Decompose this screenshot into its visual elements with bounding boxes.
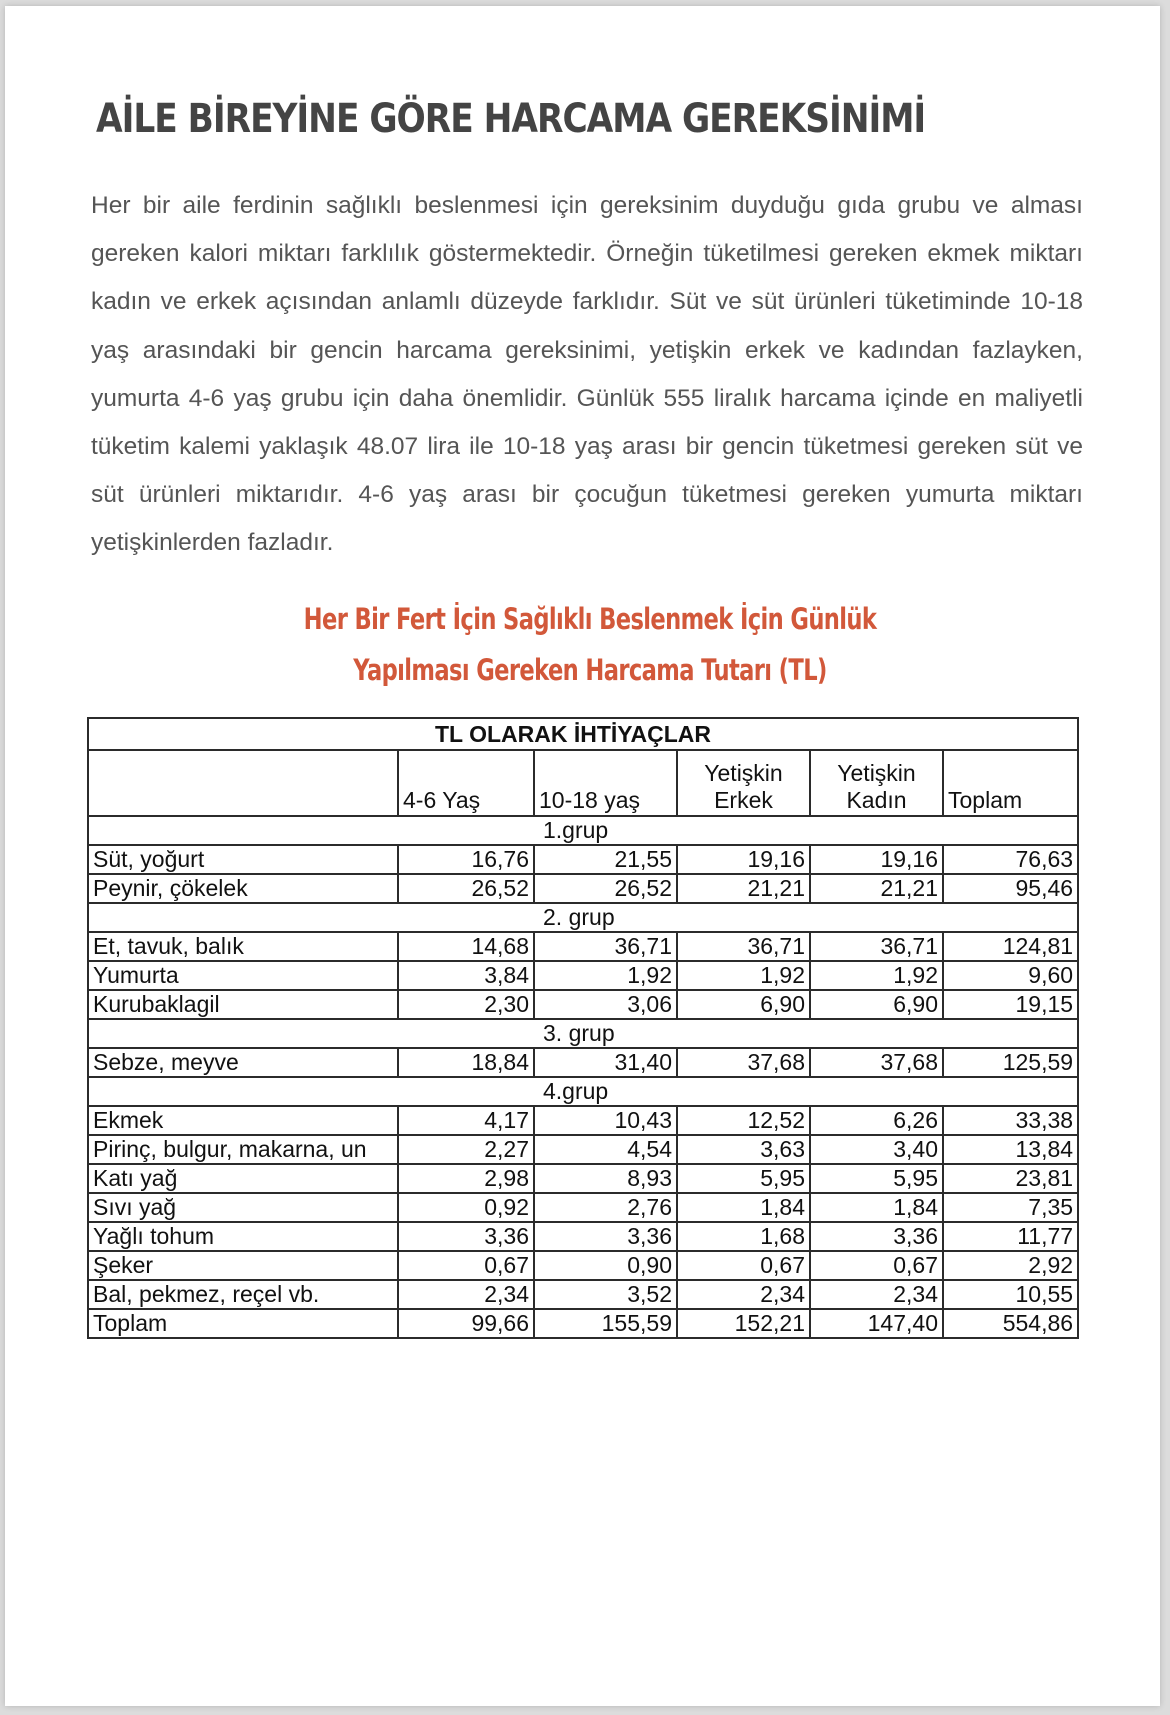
cell: 26,52: [398, 874, 534, 903]
row-label: Pirinç, bulgur, makarna, un: [88, 1135, 398, 1164]
group-row: [88, 816, 1078, 845]
table-title-line-1: Her Bir Fert İçin Sağlıklı Beslenmek İçin Günlük: [303, 602, 877, 636]
header-toplam: Toplam: [943, 750, 1078, 816]
cell: 2,92: [943, 1251, 1078, 1280]
header-yetiskin-erkek: [677, 750, 810, 816]
cell: 4,17: [398, 1106, 534, 1135]
cell: 3,36: [534, 1222, 677, 1251]
table-caption: TL OLARAK İHTİYAÇLAR: [88, 718, 1078, 750]
group-label: 2. grup: [88, 903, 1078, 932]
cell: 19,15: [943, 990, 1078, 1019]
cell: 21,21: [810, 874, 943, 903]
row-label: Yumurta: [88, 961, 398, 990]
cell: 36,71: [810, 932, 943, 961]
expense-table: [87, 717, 1079, 1339]
cell: 76,63: [943, 845, 1078, 874]
cell: 36,71: [534, 932, 677, 961]
header-text: Yetişkin: [704, 760, 783, 786]
cell: 0,67: [398, 1251, 534, 1280]
row-label: Peynir, çökelek: [88, 874, 398, 903]
cell: 6,26: [810, 1106, 943, 1135]
cell: 0,67: [677, 1251, 810, 1280]
table-caption-row: [88, 718, 1078, 750]
cell: 2,27: [398, 1135, 534, 1164]
cell: 37,68: [677, 1048, 810, 1077]
cell: 19,16: [810, 845, 943, 874]
cell: 21,21: [677, 874, 810, 903]
cell: 36,71: [677, 932, 810, 961]
header-text: Kadın: [846, 787, 907, 813]
cell: 9,60: [943, 961, 1078, 990]
cell: 6,90: [677, 990, 810, 1019]
cell: 147,40: [810, 1309, 943, 1338]
table-title-line-2: Yapılması Gereken Harcama Tutarı (TL): [353, 653, 827, 687]
row-label: Şeker: [88, 1251, 398, 1280]
table-row: [88, 1280, 1078, 1309]
header-4-6-yas: 4-6 Yaş: [398, 750, 534, 816]
group-label: 4.grup: [88, 1077, 1078, 1106]
cell: 26,52: [534, 874, 677, 903]
row-label: Bal, pekmez, reçel vb.: [88, 1280, 398, 1309]
cell: 99,66: [398, 1309, 534, 1338]
cell: 8,93: [534, 1164, 677, 1193]
cell: 3,06: [534, 990, 677, 1019]
row-label: Süt, yoğurt: [88, 845, 398, 874]
header-10-18-yas: 10-18 yaş: [534, 750, 677, 816]
table-row: [88, 1222, 1078, 1251]
cell: 3,63: [677, 1135, 810, 1164]
cell: 3,36: [398, 1222, 534, 1251]
cell: 19,16: [677, 845, 810, 874]
group-row: [88, 903, 1078, 932]
cell: 16,76: [398, 845, 534, 874]
row-label: Katı yağ: [88, 1164, 398, 1193]
cell: 5,95: [810, 1164, 943, 1193]
cell: 31,40: [534, 1048, 677, 1077]
cell: 2,30: [398, 990, 534, 1019]
cell: 1,84: [677, 1193, 810, 1222]
header-item: [88, 750, 398, 816]
cell: 23,81: [943, 1164, 1078, 1193]
cell: 1,92: [677, 961, 810, 990]
row-label: Et, tavuk, balık: [88, 932, 398, 961]
header-text: Yetişkin: [837, 760, 916, 786]
cell: 10,55: [943, 1280, 1078, 1309]
cell: 125,59: [943, 1048, 1078, 1077]
row-label: Kurubaklagil: [88, 990, 398, 1019]
table-row: [88, 1106, 1078, 1135]
cell: 37,68: [810, 1048, 943, 1077]
row-label: Toplam: [88, 1309, 398, 1338]
table-row: [88, 990, 1078, 1019]
cell: 7,35: [943, 1193, 1078, 1222]
cell: 21,55: [534, 845, 677, 874]
row-label: Ekmek: [88, 1106, 398, 1135]
cell: 11,77: [943, 1222, 1078, 1251]
cell: 3,84: [398, 961, 534, 990]
cell: 1,68: [677, 1222, 810, 1251]
cell: 4,54: [534, 1135, 677, 1164]
cell: 155,59: [534, 1309, 677, 1338]
intro-paragraph: Her bir aile ferdinin sağlıklı beslenmesi için gereksinim duyduğu gıda grubu ve alması gereken kalori miktarı farklılık göstermektedir. Örneğin tüketilmesi gereken ekmek miktarı kadın ve erkek açısından anlamlı düzeyde farklıdır. Süt ve süt ürünleri tüketiminde 10-18 yaş arasındaki bir gencin harcama gereksinimi, yetişkin erkek ve kadından fazlayken, yumurta 4-6 yaş grubu için daha önemlidir. Günlük 555 liralık harcama içinde en maliyetli tüketim kalemi yaklaşık 48.07 lira ile 10-18 yaş arası bir gencin tüketmesi gereken süt ve süt ürünleri miktarıdır. 4-6 yaş arası bir çocuğun tüketmesi gereken yumurta miktarı yetişkinlerden fazladır.: [91, 192, 1083, 557]
table-row: [88, 1048, 1078, 1077]
table-row: [88, 874, 1078, 903]
cell: 2,98: [398, 1164, 534, 1193]
table-row: [88, 961, 1078, 990]
total-row: [88, 1309, 1078, 1338]
cell: 6,90: [810, 990, 943, 1019]
header-yetiskin-kadin: [810, 750, 943, 816]
cell: 10,43: [534, 1106, 677, 1135]
table-row: [88, 1251, 1078, 1280]
table-row: [88, 932, 1078, 961]
cell: 1,84: [810, 1193, 943, 1222]
row-label: Sıvı yağ: [88, 1193, 398, 1222]
cell: 2,34: [810, 1280, 943, 1309]
page-title: AİLE BİREYİNE GÖRE HARCAMA GEREKSİNİMİ: [96, 96, 926, 142]
cell: 2,76: [534, 1193, 677, 1222]
table-header-row: [88, 750, 1078, 816]
cell: 18,84: [398, 1048, 534, 1077]
cell: 0,92: [398, 1193, 534, 1222]
group-row: [88, 1019, 1078, 1048]
cell: 1,92: [534, 961, 677, 990]
cell: 13,84: [943, 1135, 1078, 1164]
cell: 95,46: [943, 874, 1078, 903]
table-title: [5, 594, 1170, 696]
cell: 2,34: [677, 1280, 810, 1309]
cell: 3,36: [810, 1222, 943, 1251]
cell: 152,21: [677, 1309, 810, 1338]
header-text: Erkek: [714, 787, 773, 813]
cell: 12,52: [677, 1106, 810, 1135]
cell: 124,81: [943, 932, 1078, 961]
cell: 0,67: [810, 1251, 943, 1280]
cell: 5,95: [677, 1164, 810, 1193]
cell: 33,38: [943, 1106, 1078, 1135]
cell: 3,52: [534, 1280, 677, 1309]
group-label: 1.grup: [88, 816, 1078, 845]
cell: 0,90: [534, 1251, 677, 1280]
cell: 554,86: [943, 1309, 1078, 1338]
group-label: 3. grup: [88, 1019, 1078, 1048]
table-row: [88, 1164, 1078, 1193]
cell: 3,40: [810, 1135, 943, 1164]
table-row: [88, 845, 1078, 874]
cell: 14,68: [398, 932, 534, 961]
table-row: [88, 1193, 1078, 1222]
group-row: [88, 1077, 1078, 1106]
row-label: Yağlı tohum: [88, 1222, 398, 1251]
table-row: [88, 1135, 1078, 1164]
cell: 2,34: [398, 1280, 534, 1309]
row-label: Sebze, meyve: [88, 1048, 398, 1077]
cell: 1,92: [810, 961, 943, 990]
